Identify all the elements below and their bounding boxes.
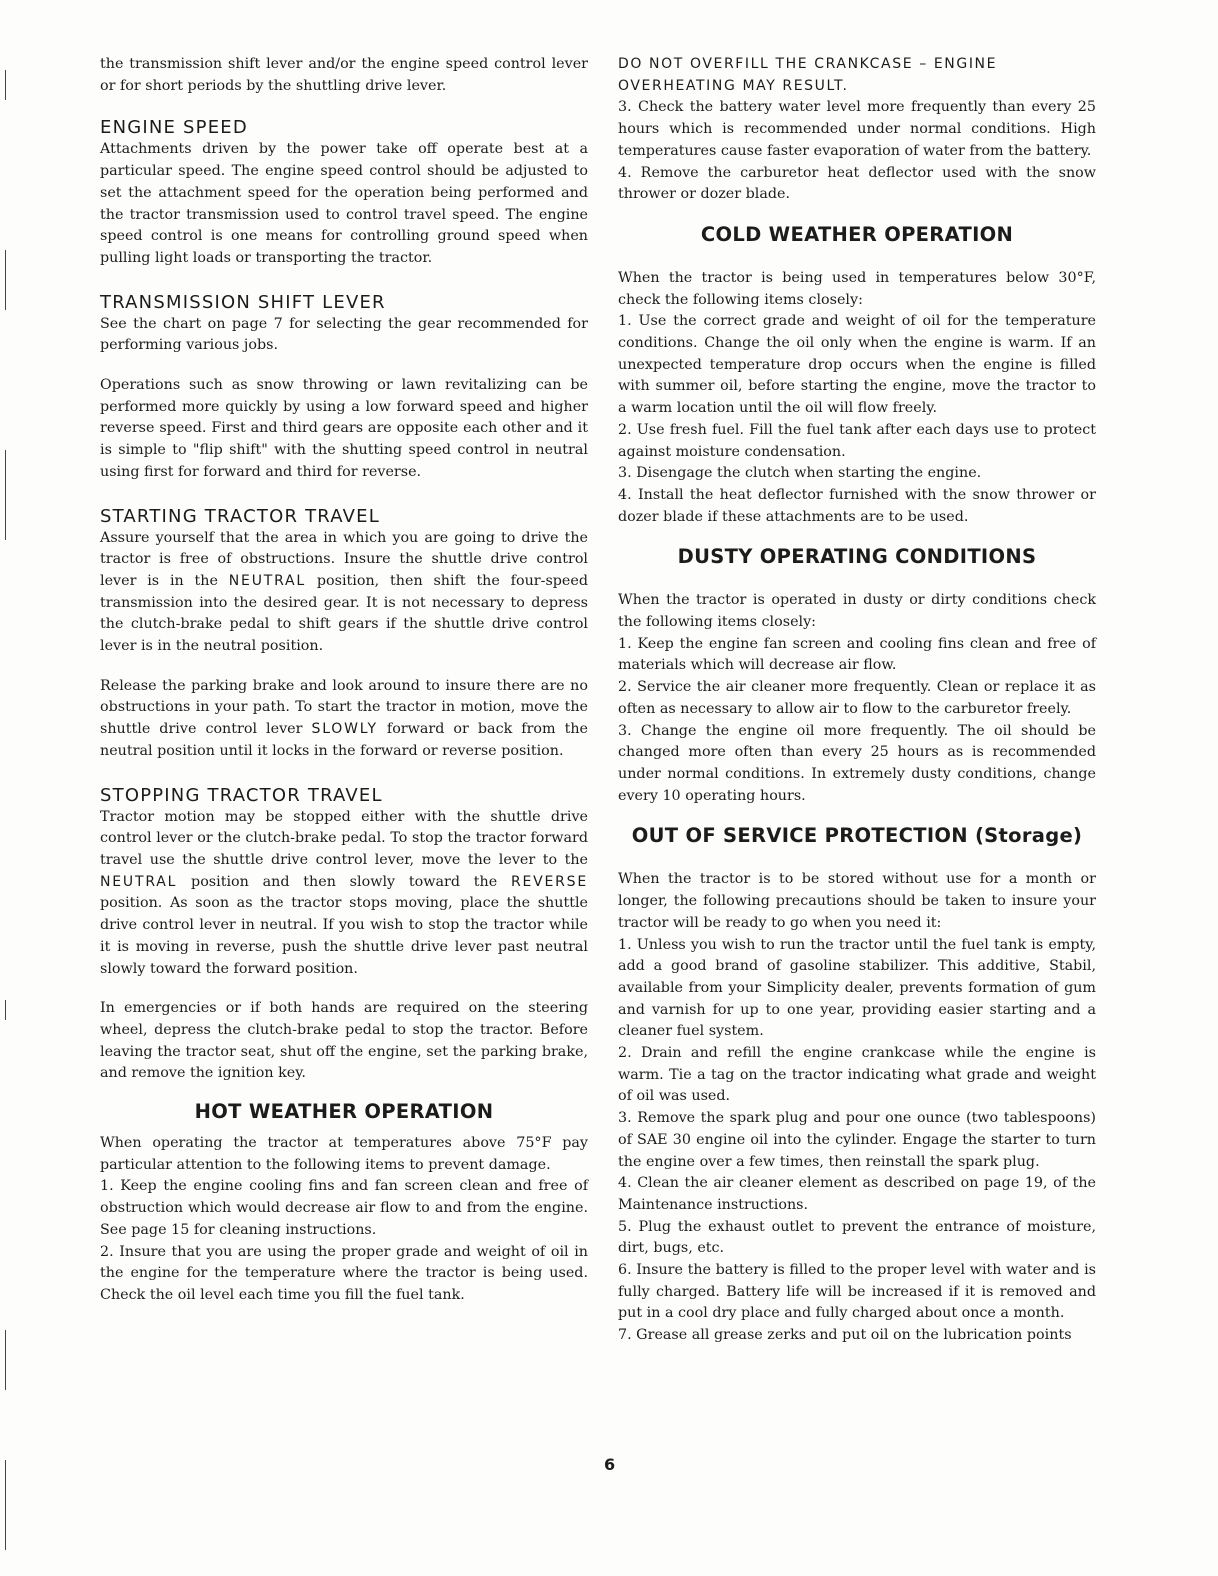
left-column xyxy=(100,54,588,1307)
cold-weather-item-1: 1. Use the correct grade and weight of oil for the temperature conditions. Change the oil only when the engine is warm. If an unexpected temperature drop occurs when the engine is filled with summer oil, before starting the engine, move the tractor to a warm location until the oil will flow freely. xyxy=(618,313,1096,417)
hot-weather-heading: HOT WEATHER OPERATION xyxy=(194,1100,494,1124)
dusty-conditions-item-1: 1. Keep the engine fan screen and cooling fins clean and free of materials which will decrease air flow. xyxy=(618,635,1096,674)
scan-mark xyxy=(5,70,6,100)
neutral-term: NEUTRAL xyxy=(100,873,178,890)
storage-item-6: 6. Insure the battery is filled to the proper level with water and is fully charged. Battery life will be increased if it is removed and put in a cool dry place and fully charged about once a month. xyxy=(618,1262,1096,1322)
dusty-conditions-item-3: 3. Change the engine oil more frequently. The oil should be changed more often than every 25 hours as is recommended under normal conditions. In extremely dusty conditions, change every 10 operating hours. xyxy=(618,722,1096,804)
starting-travel-text-1: Assure yourself that the area in which you are going to drive the tractor is free of obstructions. Insure the shuttle drive control lever is in the NEUTRAL position, then shift the four-speed transmission into the desired gear. It is not necessary to depress the clutch-brake pedal to shift gears if the shuttle drive control lever is in the neutral position. xyxy=(100,529,589,655)
hot-weather-item-2: 2. Insure that you are using the proper grade and weight of oil in the engine for the temperature where the tractor is being used. Check the oil level each time you fill the fuel tank. xyxy=(100,1243,588,1303)
storage-item-1: 1. Unless you wish to run the tractor until the fuel tank is empty, add a good brand of gasoline stabilizer. This additive, Stabil, available from your Simplicity dealer, prevents formation of gum and varnish for up to one year, providing easier starting and a cleaner fuel system. xyxy=(618,936,1096,1040)
reverse-term: REVERSE xyxy=(510,873,588,890)
storage-item-3: 3. Remove the spark plug and pour one ounce (two tablespoons) of SAE 30 engine oil into the cylinder. Engage the starter to turn the engine over a few times, then reinstall the spark plug. xyxy=(618,1110,1096,1170)
storage-intro: When the tractor is to be stored without use for a month or longer, the following precautions should be taken to insure your tractor will be ready to go when you need it: xyxy=(618,871,1096,931)
intro-paragraph: the transmission shift lever and/or the engine speed control lever or for short periods by the shuttling drive lever. xyxy=(100,56,588,94)
transmission-text-2: Operations such as snow throwing or lawn revitalizing can be performed more quickly by using a low forward speed and higher reverse speed. First and third gears are opposite each other and it is simple to "flip shift" with the shutting speed control in neutral using first for forward and third for reverse. xyxy=(100,377,588,480)
scan-mark xyxy=(5,1000,6,1020)
hot-weather-item-4: 4. Remove the carburetor heat deflector used with the snow thrower or dozer blade. xyxy=(618,164,1096,203)
page-number: 6 xyxy=(604,1455,616,1474)
storage-heading-suffix: (Storage) xyxy=(974,824,1083,848)
crankcase-warning: DO NOT OVERFILL THE CRANKCASE – ENGINE OVERHEATING MAY RESULT. xyxy=(618,56,998,94)
engine-speed-heading: ENGINE SPEED xyxy=(100,117,248,139)
storage-item-5: 5. Plug the exhaust outlet to prevent the entrance of moisture, dirt, bugs, etc. xyxy=(618,1218,1096,1257)
dusty-conditions-intro: When the tractor is operated in dusty or dirty conditions check the following items closely: xyxy=(618,592,1096,631)
hot-weather-item-3: 3. Check the battery water level more frequently than every 25 hours which is recommended under normal conditions. High temperatures cause faster evaporation of water from the battery. xyxy=(618,99,1096,159)
cold-weather-item-3: 3. Disengage the clutch when starting the engine. xyxy=(618,465,982,482)
stopping-travel-text-1: Tractor motion may be stopped either with the shuttle drive control lever or the clutch-brake pedal. To stop the tractor forward travel use the shuttle drive control lever, move the lever to the NEUTRAL position and then slowly toward the REVERSE position. As soon as the tractor stops moving, place the shuttle drive control lever in neutral. If you wish to stop the tractor while it is moving in reverse, push the shuttle drive lever past neutral slowly toward the forward position. xyxy=(100,808,588,977)
starting-travel-text-2: Release the parking brake and look around to insure there are no obstructions in your path. To start the tractor in motion, move the shuttle drive control lever SLOWLY forward or back from the neutral position until it locks in the forward or reverse position. xyxy=(100,677,589,759)
stopping-travel-text-2: In emergencies or if both hands are required on the steering wheel, depress the clutch-brake pedal to stop the tractor. Before leaving the tractor seat, shut off the engine, set the parking brake, and remove the ignition key. xyxy=(100,1000,588,1082)
dusty-conditions-item-2: 2. Service the air cleaner more frequently. Clean or replace it as often as necessary to allow air to flow to the carburetor freely. xyxy=(618,679,1096,717)
neutral-term: NEUTRAL xyxy=(228,572,307,589)
cold-weather-heading: COLD WEATHER OPERATION xyxy=(700,222,1014,246)
transmission-heading: TRANSMISSION SHIFT LEVER xyxy=(100,291,386,313)
cold-weather-item-2: 2. Use fresh fuel. Fill the fuel tank after each days use to protect against moisture condensation. xyxy=(618,421,1096,460)
storage-item-2: 2. Drain and refill the engine crankcase while the engine is warm. Tie a tag on the tractor indicating what grade and weight of oil was used. xyxy=(618,1045,1096,1105)
right-column xyxy=(618,54,1096,1347)
transmission-text-1: See the chart on page 7 for selecting the gear recommended for performing various jobs. xyxy=(100,315,588,354)
cold-weather-intro: When the tractor is being used in temperatures below 30°F, check the following items closely: xyxy=(618,269,1096,308)
stopping-travel-heading: STOPPING TRACTOR TRAVEL xyxy=(100,784,383,806)
hot-weather-intro: When operating the tractor at temperatures above 75°F pay particular attention to the following items to prevent damage. xyxy=(100,1135,588,1173)
hot-weather-item-1: 1. Keep the engine cooling fins and fan screen clean and free of obstruction which would decrease air flow to and from the engine. See page 15 for cleaning instructions. xyxy=(100,1178,588,1238)
engine-speed-text: Attachments driven by the power take off operate best at a particular speed. The engine speed control should be adjusted to set the attachment speed for the operation being performed and the tractor transmission used to control travel speed. The engine speed control is one means for controlling ground speed when pulling light loads or transporting the tractor. xyxy=(100,141,588,266)
starting-travel-heading: STARTING TRACTOR TRAVEL xyxy=(100,505,380,527)
scan-mark xyxy=(5,450,6,540)
storage-heading: OUT OF SERVICE PROTECTION (Storage) xyxy=(631,824,1083,848)
slowly-term: SLOWLY xyxy=(311,721,378,738)
scan-mark xyxy=(5,250,6,310)
scan-mark xyxy=(5,1330,6,1390)
scan-mark xyxy=(5,1460,6,1550)
cold-weather-item-4: 4. Install the heat deflector furnished with the snow thrower or dozer blade if these attachments are to be used. xyxy=(618,486,1096,525)
storage-item-7: 7. Grease all grease zerks and put oil on the lubrication points xyxy=(618,1327,1072,1344)
storage-item-4: 4. Clean the air cleaner element as described on page 19, of the Maintenance instructions. xyxy=(618,1175,1096,1213)
dusty-conditions-heading: DUSTY OPERATING CONDITIONS xyxy=(677,545,1037,569)
